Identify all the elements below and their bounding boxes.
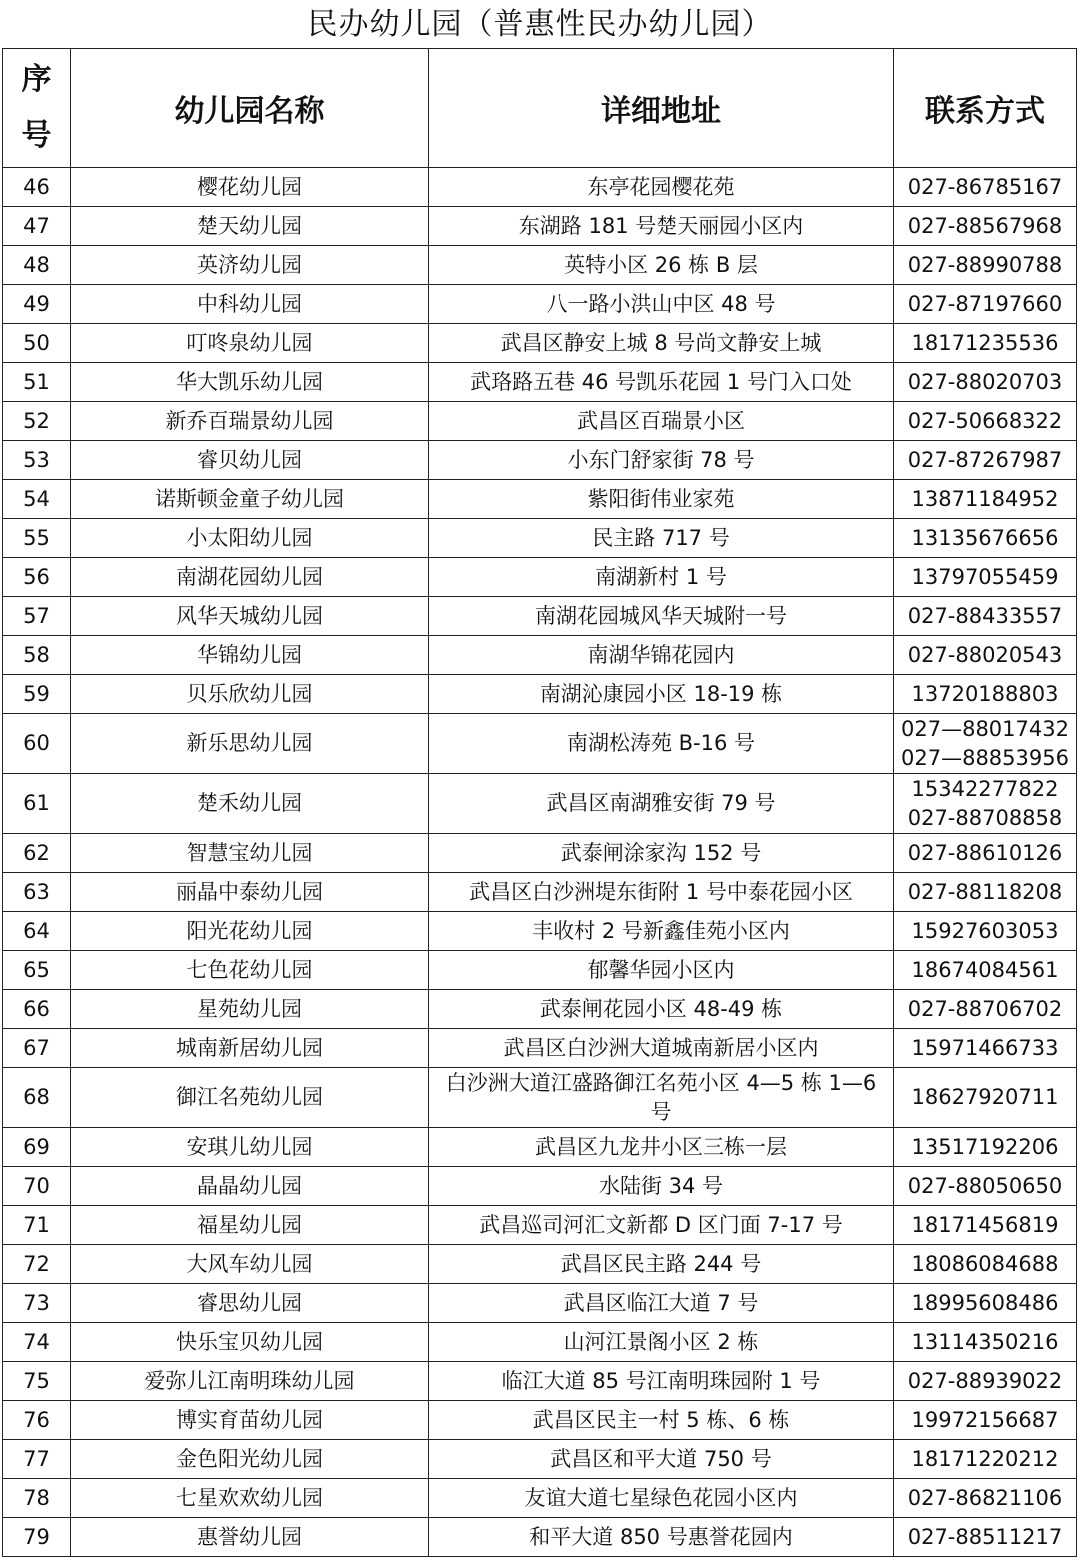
cell-contact (894, 480, 1077, 519)
cell-kindergarten-name: 华大凯乐幼儿园 (71, 363, 429, 402)
cell-address: 武昌区民主路 244 号 (429, 1245, 894, 1284)
phone-number: 027-50668322 (907, 408, 1063, 433)
cell-serial-number: 75 (3, 1362, 71, 1401)
table-row (3, 834, 1077, 873)
table-row (3, 1128, 1077, 1167)
cell-contact (894, 207, 1077, 246)
table-row (3, 1401, 1077, 1440)
cell-serial-number: 54 (3, 480, 71, 519)
phone-number: 027-88708858 (907, 805, 1063, 830)
phone-number: 18674084561 (911, 957, 1059, 982)
cell-kindergarten-name: 中科幼儿园 (71, 285, 429, 324)
cell-contact (894, 1362, 1077, 1401)
kindergarten-table (2, 48, 1077, 1557)
cell-serial-number: 59 (3, 675, 71, 714)
phone-number: 15971466733 (911, 1035, 1059, 1060)
cell-serial-number: 71 (3, 1206, 71, 1245)
table-body (3, 168, 1077, 1557)
cell-contact (894, 441, 1077, 480)
cell-kindergarten-name: 阳光花幼儿园 (71, 912, 429, 951)
table-row (3, 1284, 1077, 1323)
cell-serial-number: 69 (3, 1128, 71, 1167)
cell-address: 武昌区民主一村 5 栋、6 栋 (429, 1401, 894, 1440)
cell-serial-number: 78 (3, 1479, 71, 1518)
cell-serial-number: 60 (3, 714, 71, 774)
table-row (3, 363, 1077, 402)
table-row (3, 1167, 1077, 1206)
cell-kindergarten-name: 快乐宝贝幼儿园 (71, 1323, 429, 1362)
cell-kindergarten-name: 诺斯顿金童子幼儿园 (71, 480, 429, 519)
header-serial-line2: 号 (21, 118, 52, 153)
phone-number: 027-88020543 (907, 642, 1063, 667)
cell-serial-number: 57 (3, 597, 71, 636)
cell-serial-number: 76 (3, 1401, 71, 1440)
cell-serial-number: 46 (3, 168, 71, 207)
cell-address: 武泰闸涂家沟 152 号 (429, 834, 894, 873)
table-row (3, 1245, 1077, 1284)
cell-contact (894, 1068, 1077, 1128)
table-row (3, 1029, 1077, 1068)
cell-serial-number: 67 (3, 1029, 71, 1068)
cell-address: 临江大道 85 号江南明珠园附 1 号 (429, 1362, 894, 1401)
cell-address: 小东门舒家街 78 号 (429, 441, 894, 480)
table-row (3, 168, 1077, 207)
cell-address: 武昌区白沙洲堤东街附 1 号中泰花园小区 (429, 873, 894, 912)
cell-contact (894, 597, 1077, 636)
cell-kindergarten-name: 晶晶幼儿园 (71, 1167, 429, 1206)
cell-contact (894, 1323, 1077, 1362)
phone-number: 027-88118208 (907, 879, 1063, 904)
cell-address: 八一路小洪山中区 48 号 (429, 285, 894, 324)
phone-number: 18995608486 (911, 1290, 1059, 1315)
cell-kindergarten-name: 风华天城幼儿园 (71, 597, 429, 636)
cell-kindergarten-name: 英济幼儿园 (71, 246, 429, 285)
cell-contact (894, 1440, 1077, 1479)
table-row (3, 873, 1077, 912)
cell-address: 南湖新村 1 号 (429, 558, 894, 597)
header-kindergarten-name: 幼儿园名称 (71, 49, 429, 168)
table-header-row (3, 49, 1077, 168)
table-row (3, 1479, 1077, 1518)
table-row (3, 1206, 1077, 1245)
cell-kindergarten-name: 爱弥儿江南明珠幼儿园 (71, 1362, 429, 1401)
cell-contact (894, 990, 1077, 1029)
cell-address: 武昌区白沙洲大道城南新居小区内 (429, 1029, 894, 1068)
header-serial-number (3, 49, 71, 168)
cell-address: 武昌区静安上城 8 号尚文静安上城 (429, 324, 894, 363)
phone-number: 18627920711 (911, 1085, 1059, 1109)
cell-address: 南湖华锦花园内 (429, 636, 894, 675)
cell-address: 武昌区百瑞景小区 (429, 402, 894, 441)
cell-contact (894, 1245, 1077, 1284)
phone-number: 19972156687 (911, 1407, 1059, 1432)
table-row (3, 285, 1077, 324)
cell-contact (894, 714, 1077, 774)
phone-number: 027-86821106 (907, 1485, 1063, 1510)
cell-kindergarten-name: 星苑幼儿园 (71, 990, 429, 1029)
cell-kindergarten-name: 七星欢欢幼儿园 (71, 1479, 429, 1518)
cell-kindergarten-name: 小太阳幼儿园 (71, 519, 429, 558)
cell-kindergarten-name: 楚天幼儿园 (71, 207, 429, 246)
cell-kindergarten-name: 丽晶中泰幼儿园 (71, 873, 429, 912)
phone-number: 027-88610126 (907, 840, 1063, 865)
cell-serial-number: 79 (3, 1518, 71, 1557)
cell-kindergarten-name: 新乔百瑞景幼儿园 (71, 402, 429, 441)
cell-address: 武泰闸花园小区 48-49 栋 (429, 990, 894, 1029)
cell-address: 水陆街 34 号 (429, 1167, 894, 1206)
cell-kindergarten-name: 安琪儿幼儿园 (71, 1128, 429, 1167)
table-row (3, 1323, 1077, 1362)
phone-number: 18171220212 (911, 1446, 1059, 1471)
cell-contact (894, 774, 1077, 834)
cell-contact (894, 951, 1077, 990)
cell-address: 郁馨华园小区内 (429, 951, 894, 990)
phone-number: 027-88511217 (907, 1524, 1063, 1549)
cell-contact (894, 285, 1077, 324)
cell-kindergarten-name: 七色花幼儿园 (71, 951, 429, 990)
phone-number: 027-87267987 (907, 447, 1063, 472)
table-row (3, 1518, 1077, 1557)
cell-contact (894, 363, 1077, 402)
cell-serial-number: 64 (3, 912, 71, 951)
cell-serial-number: 50 (3, 324, 71, 363)
phone-number: 18086084688 (911, 1251, 1059, 1276)
phone-number: 13871184952 (911, 486, 1059, 511)
cell-serial-number: 51 (3, 363, 71, 402)
cell-serial-number: 52 (3, 402, 71, 441)
phone-number: 027—88853956 (901, 745, 1069, 770)
cell-serial-number: 70 (3, 1167, 71, 1206)
table-row (3, 675, 1077, 714)
phone-number: 13797055459 (911, 564, 1059, 589)
table-row (3, 714, 1077, 774)
phone-number: 027-86785167 (907, 174, 1063, 199)
phone-number: 027-87197660 (907, 291, 1063, 316)
phone-number: 027-88990788 (907, 252, 1063, 277)
cell-address: 武昌巡司河汇文新都 D 区门面 7-17 号 (429, 1206, 894, 1245)
phone-number: 027—88017432 (901, 716, 1069, 741)
cell-kindergarten-name: 博实育苗幼儿园 (71, 1401, 429, 1440)
cell-kindergarten-name: 惠誉幼儿园 (71, 1518, 429, 1557)
cell-contact (894, 675, 1077, 714)
cell-kindergarten-name: 福星幼儿园 (71, 1206, 429, 1245)
cell-address: 武昌区和平大道 750 号 (429, 1440, 894, 1479)
cell-contact (894, 636, 1077, 675)
cell-address: 南湖花园城风华天城附一号 (429, 597, 894, 636)
cell-serial-number: 55 (3, 519, 71, 558)
cell-address: 东湖路 181 号楚天丽园小区内 (429, 207, 894, 246)
cell-contact (894, 324, 1077, 363)
cell-address: 民主路 717 号 (429, 519, 894, 558)
phone-number: 13517192206 (911, 1134, 1059, 1159)
cell-serial-number: 47 (3, 207, 71, 246)
table-row (3, 951, 1077, 990)
cell-address: 南湖松涛苑 B-16 号 (429, 714, 894, 774)
cell-contact (894, 519, 1077, 558)
cell-serial-number: 58 (3, 636, 71, 675)
phone-number: 027-88706702 (907, 996, 1063, 1021)
table-row (3, 597, 1077, 636)
phone-number: 027-88050650 (907, 1173, 1063, 1198)
table-row (3, 207, 1077, 246)
cell-contact (894, 558, 1077, 597)
cell-kindergarten-name: 新乐思幼儿园 (71, 714, 429, 774)
cell-serial-number: 56 (3, 558, 71, 597)
phone-number: 027-88939022 (907, 1368, 1063, 1393)
cell-address: 丰收村 2 号新鑫佳苑小区内 (429, 912, 894, 951)
phone-number: 15927603053 (911, 918, 1059, 943)
table-row (3, 519, 1077, 558)
phone-number: 027-88433557 (907, 603, 1063, 628)
cell-contact (894, 834, 1077, 873)
cell-serial-number: 63 (3, 873, 71, 912)
cell-contact (894, 402, 1077, 441)
cell-kindergarten-name: 睿贝幼儿园 (71, 441, 429, 480)
cell-serial-number: 72 (3, 1245, 71, 1284)
cell-contact (894, 912, 1077, 951)
table-row (3, 990, 1077, 1029)
cell-contact (894, 1284, 1077, 1323)
cell-address: 武珞路五巷 46 号凯乐花园 1 号门入口处 (429, 363, 894, 402)
cell-contact (894, 1128, 1077, 1167)
table-row (3, 246, 1077, 285)
phone-number: 027-88020703 (907, 369, 1063, 394)
cell-serial-number: 48 (3, 246, 71, 285)
cell-serial-number: 61 (3, 774, 71, 834)
page-title: 民办幼儿园（普惠性民办幼儿园） (307, 7, 773, 42)
cell-kindergarten-name: 叮咚泉幼儿园 (71, 324, 429, 363)
cell-address: 山河江景阁小区 2 栋 (429, 1323, 894, 1362)
cell-kindergarten-name: 睿思幼儿园 (71, 1284, 429, 1323)
cell-contact (894, 168, 1077, 207)
cell-address: 武昌区南湖雅安街 79 号 (429, 774, 894, 834)
table-row (3, 402, 1077, 441)
phone-number: 027-88567968 (907, 213, 1063, 238)
cell-kindergarten-name: 樱花幼儿园 (71, 168, 429, 207)
cell-serial-number: 49 (3, 285, 71, 324)
phone-number: 18171456819 (911, 1212, 1059, 1237)
cell-kindergarten-name: 南湖花园幼儿园 (71, 558, 429, 597)
phone-number: 15342277822 (911, 776, 1059, 801)
cell-address: 南湖沁康园小区 18-19 栋 (429, 675, 894, 714)
phone-number: 18171235536 (911, 330, 1059, 355)
cell-serial-number: 77 (3, 1440, 71, 1479)
cell-address: 英特小区 26 栋 B 层 (429, 246, 894, 285)
cell-serial-number: 65 (3, 951, 71, 990)
table-row (3, 912, 1077, 951)
table-row (3, 324, 1077, 363)
cell-serial-number: 74 (3, 1323, 71, 1362)
cell-address: 东亭花园樱花苑 (429, 168, 894, 207)
phone-number: 13135676656 (911, 525, 1059, 550)
cell-address: 白沙洲大道江盛路御江名苑小区 4—5 栋 1—6 号 (429, 1068, 894, 1128)
table-row (3, 774, 1077, 834)
cell-kindergarten-name: 大风车幼儿园 (71, 1245, 429, 1284)
cell-contact (894, 1479, 1077, 1518)
cell-kindergarten-name: 贝乐欣幼儿园 (71, 675, 429, 714)
cell-contact (894, 1167, 1077, 1206)
cell-kindergarten-name: 御江名苑幼儿园 (71, 1068, 429, 1128)
header-serial-line1: 序 (21, 62, 52, 97)
cell-kindergarten-name: 华锦幼儿园 (71, 636, 429, 675)
cell-contact (894, 873, 1077, 912)
cell-address: 和平大道 850 号惠誉花园内 (429, 1518, 894, 1557)
cell-contact (894, 246, 1077, 285)
cell-contact (894, 1206, 1077, 1245)
cell-contact (894, 1401, 1077, 1440)
table-row (3, 558, 1077, 597)
header-address: 详细地址 (429, 49, 894, 168)
cell-serial-number: 53 (3, 441, 71, 480)
cell-kindergarten-name: 金色阳光幼儿园 (71, 1440, 429, 1479)
table-row (3, 1068, 1077, 1128)
cell-serial-number: 66 (3, 990, 71, 1029)
cell-address: 紫阳街伟业家苑 (429, 480, 894, 519)
phone-number: 13114350216 (911, 1329, 1059, 1354)
phone-number: 13720188803 (911, 681, 1059, 706)
cell-serial-number: 73 (3, 1284, 71, 1323)
cell-address: 友谊大道七星绿色花园小区内 (429, 1479, 894, 1518)
cell-address: 武昌区九龙井小区三栋一层 (429, 1128, 894, 1167)
header-contact: 联系方式 (894, 49, 1077, 168)
cell-serial-number: 68 (3, 1068, 71, 1128)
cell-kindergarten-name: 楚禾幼儿园 (71, 774, 429, 834)
table-row (3, 636, 1077, 675)
cell-kindergarten-name: 城南新居幼儿园 (71, 1029, 429, 1068)
cell-contact (894, 1518, 1077, 1557)
cell-address: 武昌区临江大道 7 号 (429, 1284, 894, 1323)
table-row (3, 441, 1077, 480)
table-row (3, 1362, 1077, 1401)
table-row (3, 1440, 1077, 1479)
cell-contact (894, 1029, 1077, 1068)
cell-serial-number: 62 (3, 834, 71, 873)
table-row (3, 480, 1077, 519)
cell-kindergarten-name: 智慧宝幼儿园 (71, 834, 429, 873)
